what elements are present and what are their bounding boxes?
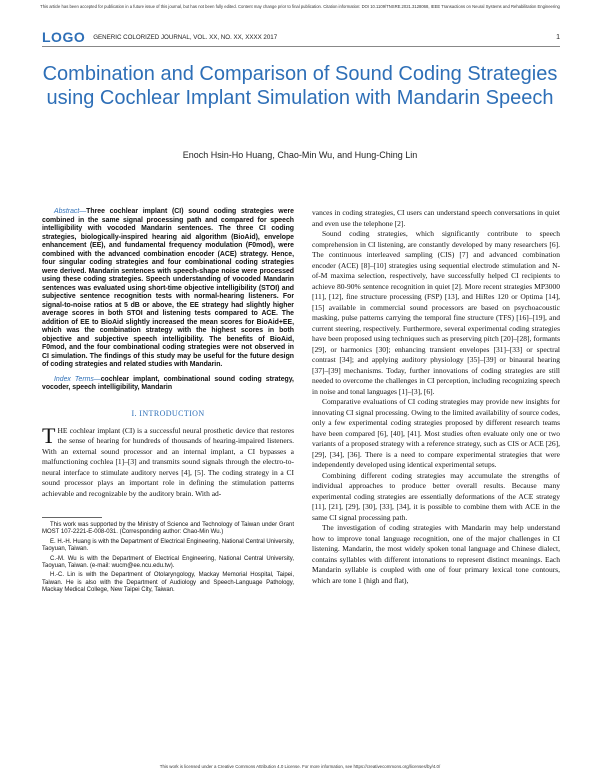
index-terms-text: cochlear implant, combinational sound coding strategy, vocoder, speech intelligibility, Mandarin: [42, 375, 294, 391]
body-paragraph: The investigation of coding strategies with Mandarin may help understand how to improve tonal language recognition, one of the major challenges in CI listening. Mandarin, the most widely spoken tonal language and Chinese dialect, contains syllables with different intonations to represent distinct meanings. Each Mandarin syllable is coupled with one of four primary lexical tone contours, which are tone 1 (high and flat),: [312, 523, 560, 585]
right-column: [312, 208, 560, 586]
section-heading-introduction: I. INTRODUCTION: [131, 408, 205, 418]
body-paragraph: vances in coding strategies, CI users can understand speech conversations in quiet and even use the telephone [2].: [312, 208, 560, 228]
abstract-text: Three cochlear implant (CI) sound coding strategies were combined in the same signal processing path and compared for speech intelligibility with vocoded Mandarin sentences. The three CI coding strategies, biologically-inspired hearing aid algorithm (BioAid), envelope enhancement (EE), and fundamental frequency modulation (F0mod), were combined with the advanced combination encoder (ACE) strategy. Hence, four singular coding strategies and four combinational coding strategies were derived. Mandarin sentences with speech-shape noise were processed using these coding strategies. Speech understanding of vocoded Mandarin sentences was evaluated using short-time objective intelligibility (STOI) and subjective sentence recognition tests with normal-hearing listeners. For signal-to-noise ratios at 5 dB or above, the EE strategy had slightly higher average scores in both STOI and listening tests compared to ACE. The addition of EE to BioAid slightly increased the mean scores for BioAid+EE, which was the combination strategy with the highest scores in both objective and subjective speech intelligibility. The benefits of BioAid, F0mod, and the four combinational coding strategies were not observed in CI simulation. The findings of this study may be useful for the future design of coding strategies and related studies with Mandarin.: [42, 208, 294, 368]
body-paragraph: Sound coding strategies, which significantly contribute to speech comprehension in CI listening, are constantly developed by many researchers [6]. The continuous interleaved sampling (CIS) [7] and advanced combination encoder (ACE) [8]–[10] strategies using sequential electrode stimulation and N-of-M maxima selection, respectively, have successfully helped CI recipients to achieve 80-90% sentence recognition in quiet [2]. More recent strategies MP3000 [11], [12], fine structure processing (FSP) [13], and HiRes 120 or Optima [14], [15] available in commercial sound processors are based on psychoacoustic masking, pulse patterns carrying the temporal fine structure (TFS) [16]–[19], and current steering, respectively. Furthermore, several experimental coding strategies have been proposed using techniques such as preserving pitch [20]–[28], formants [29], or harmonics [30]; enhancing transient envelopes [31]–[33] or spectral contrast [34]; and applying auditory physiology [35]–[39] or binaural hearing [37]–[39] mechanisms. Today, further innovations of coding strategies are still needed to overcome the challenges in CI perception, including recognizing speech in noise and tonal languages [1]–[3], [6].: [312, 229, 560, 396]
drop-cap: T: [42, 422, 56, 448]
index-terms-lead: Index Terms—: [54, 375, 101, 383]
intro-paragraph-text: HE cochlear implant (CI) is a successful neural prosthetic device that restores the sense of hearing for hundreds of thousands of hearing-impaired listeners. With an external sound processor and an internal implant, a CI bypasses a malfunctioning cochlea [1]–[3] and transmits sound signals through the electro-to-neural interface to stimulate auditory nerves [4], [5]. The coding strategy in a CI sound processor plays an important role in defining the stimulation patterns achievable and recognizable by the auditory brain. With ad-: [42, 425, 294, 498]
footnote-divider: [42, 517, 102, 518]
running-header: [42, 30, 560, 44]
intro-paragraph: [42, 422, 294, 500]
header-divider: [42, 46, 560, 47]
abstract: [42, 208, 294, 370]
paper-title: Combination and Comparison of Sound Coding Strategies using Cochlear Implant Simulation with Mandarin Speech: [42, 63, 558, 109]
abstract-lead: Abstract—: [54, 208, 87, 215]
page-number: 1: [556, 33, 560, 41]
footnote-author-wu: C.-M. Wu is with the Department of Electrical Engineering, National Central University, Taoyuan, Taiwan. (e-mail: wucm@ee.ncu.edu.tw).: [42, 555, 294, 570]
journal-logo: LOGO: [42, 29, 86, 45]
publication-notice: This article has been accepted for publication in a future issue of this journal, but has not been fully edited. Content may change prior to final publication. Citation information: DOI 10.1109/TNSRE.2021.3128068, IEEE Transactions on Neural Systems and Rehabilitation Engineering: [40, 4, 560, 9]
journal-name: GENERIC COLORIZED JOURNAL, VOL. XX, NO. XX, XXXX 2017: [93, 33, 278, 41]
body-paragraph: Combining different coding strategies may accumulate the strengths of individual approaches to produce better overall results. Because many experimental coding strategies are essentially deformations of the ACE strategy [11], [21], [29], [30], [33], [34], it is possible to combine them with ACE in the same CI signal processing path.: [312, 470, 560, 522]
footnote-funding: This work was supported by the Ministry of Science and Technology of Taiwan under Grant MOST 107-2221-E-008-031. (Corresponding author: Chao-Min Wu.): [42, 522, 294, 536]
author-list: Enoch Hsin-Ho Huang, Chao-Min Wu, and Hung-Ching Lin: [182, 150, 418, 160]
index-terms: [42, 376, 294, 393]
footnote-author-huang: E. H.-H. Huang is with the Department of Electrical Engineering, National Central University, Taoyuan, Taiwan.: [42, 538, 294, 553]
license-notice: This work is licensed under a Creative Commons Attribution 4.0 License. For more information, see https://creativecommons.org/licenses/by/4.0/: [159, 764, 441, 769]
footnote-author-lin: H.-C. Lin is with the Department of Otolaryngology, Mackay Memorial Hospital, Taipei, Taiwan. He is also with the Department of Audiology and Speech-Language Pathology, Mackay Medical College, New Taipei City, Taiwan.: [42, 572, 294, 594]
body-paragraph: Comparative evaluations of CI coding strategies may provide new insights for innovating CI signal processing. Owing to the limited availability of source codes, only a few experimental coding strategies proposed by different research teams have been compared [6], [40], [41]. Most studies often evaluate only one or two variants of a proposed strategy with a reference strategy, such as CIS or ACE [26], [29], [34], [36]. There is a need to compare experimental strategies that were independently developed using identical experimental setups.: [312, 397, 560, 469]
left-column: [42, 208, 294, 597]
